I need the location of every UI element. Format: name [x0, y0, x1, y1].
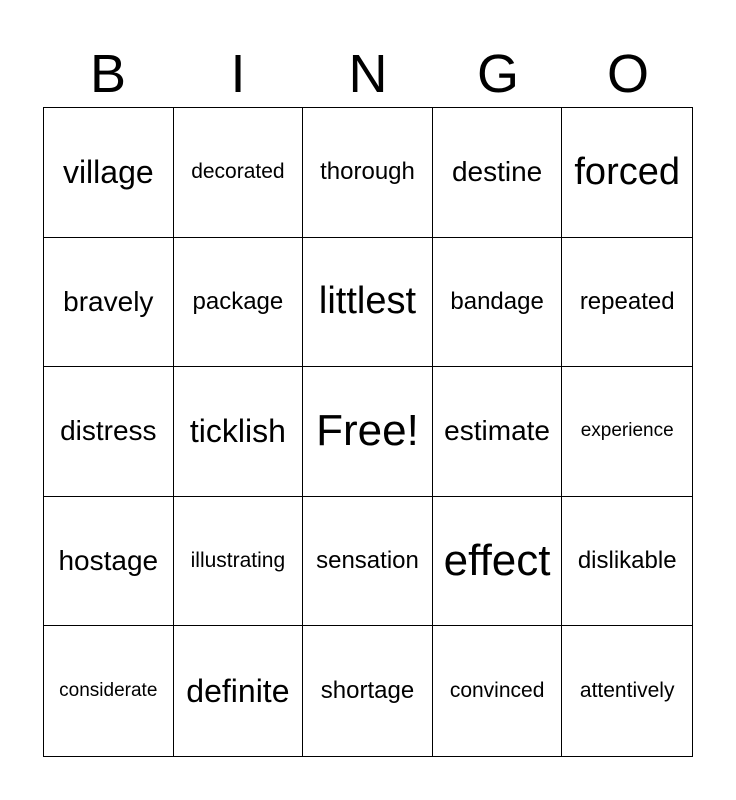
bingo-cell[interactable]: shortage	[303, 626, 433, 756]
bingo-cell[interactable]: distress	[44, 367, 174, 497]
bingo-cell[interactable]: decorated	[174, 108, 304, 238]
bingo-cell[interactable]: forced	[562, 108, 692, 238]
free-space-cell[interactable]: Free!	[303, 367, 433, 497]
bingo-cell[interactable]: attentively	[579, 679, 675, 703]
bingo-cell[interactable]: definite	[174, 626, 304, 756]
bingo-cell[interactable]: sensation	[303, 497, 433, 627]
bingo-cell[interactable]: destine	[433, 108, 563, 238]
bingo-cell[interactable]: thorough	[303, 108, 433, 238]
header-letter-i: I	[230, 44, 246, 104]
bingo-cell[interactable]: effect	[433, 497, 563, 627]
bingo-cell[interactable]: littlest	[303, 238, 433, 368]
bingo-cell[interactable]: package	[174, 238, 304, 368]
bingo-cell[interactable]: village	[44, 108, 174, 238]
bingo-board	[43, 107, 693, 757]
header-letter-g: G	[476, 44, 519, 104]
bingo-header	[43, 44, 693, 104]
bingo-cell[interactable]: convinced	[433, 626, 563, 756]
bingo-cell[interactable]: bandage	[433, 238, 563, 368]
bingo-cell[interactable]: dislikable	[562, 497, 692, 627]
bingo-cell[interactable]: ticklish	[174, 367, 304, 497]
header-letter-b: B	[89, 44, 127, 104]
bingo-cell[interactable]: bravely	[44, 238, 174, 368]
header-letter-n: N	[348, 44, 388, 104]
bingo-cell[interactable]: hostage	[44, 497, 174, 627]
bingo-cell[interactable]: considerate	[44, 626, 174, 756]
bingo-cell[interactable]: estimate	[433, 367, 563, 497]
bingo-cell[interactable]: experience	[562, 367, 692, 497]
bingo-cell[interactable]: repeated	[562, 238, 692, 368]
header-letter-o: O	[606, 44, 649, 104]
bingo-cell[interactable]: illustrating	[174, 497, 304, 627]
